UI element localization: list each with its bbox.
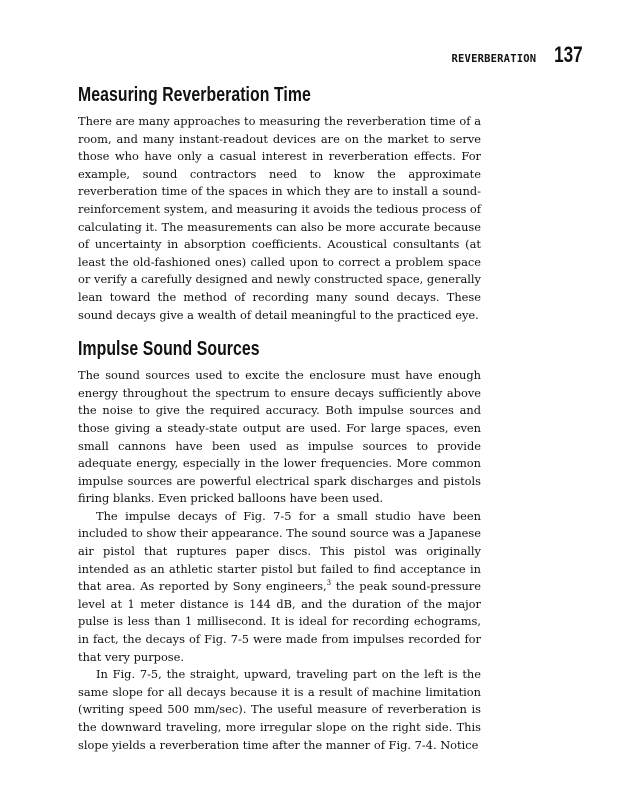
page-number: 137 xyxy=(554,42,583,67)
running-head xyxy=(452,42,584,68)
paragraph-impulse-decays xyxy=(78,508,481,666)
paragraph-measuring-intro: There are many approaches to measuring the reverberation time of a room, and many instant-readout devices are on the market to serve those who have only a casual interest in reverberation effects. For example, sound contractors need to know the approximate reverberation time of the spaces in which they are to install a sound-reinforcement system, and measuring it avoids the tedious process of calculating it. The measurements can also be more accurate because of uncertainty in absorption coefficients. Acoustical consultants (at least the old-fashioned ones) called upon to correct a problem space or verify a carefully designed and newly constructed space, generally lean toward the method of recording many sound decays. These sound decays give a wealth of detail meaningful to the practiced eye. xyxy=(78,114,481,322)
paragraph-impulse-sources: The sound sources used to excite the enclosure must have enough energy throughout the spectrum to ensure decays sufficiently above the noise to give the required accuracy. Both impulse sources and those giving a steady-state output are used. For large spaces, even small cannons have been used as impulse sources to provide adequate energy, especially in the lower frequencies. More common impulse sources are powerful electrical spark discharges and pistols firing blanks. Even pricked balloons have been used. xyxy=(78,368,481,506)
paragraph-impulse-decays-text-end: the peak sound-pressure level at 1 meter distance is 144 dB, and the duration of the major pulse is less than 1 millisecond. It is ideal for recording echograms, in fact, the decays of Fig. 7-5 were made from impulses recorded for that very purpose. xyxy=(78,579,481,664)
paragraph-figure-description: In Fig. 7-5, the straight, upward, traveling part on the left is the same slope for all decays because it is a result of machine limitation (writing speed 500 mm/sec). The useful measure of reverberation is the downward traveling, more irregular slope on the right side. This slope yields a reverberation time after the manner of Fig. 7-4. Notice xyxy=(78,667,481,752)
running-title: REVERBERATION xyxy=(451,53,537,65)
section-heading-impulse-sound-sources: Impulse Sound Sources xyxy=(78,338,260,361)
section-heading-measuring-reverberation-time: Measuring Reverberation Time xyxy=(78,84,311,106)
page-content xyxy=(78,84,481,754)
footnote-reference: 3 xyxy=(326,579,332,588)
paragraph-impulse-decays-text-start: The impulse decays of Fig. 7-5 for a small studio have been included to show their appearance. The sound source was a Japanese air pistol that ruptures paper discs. This pistol was originally intended as an athletic starter pistol but failed to find acceptance in that area. As reported by Sony engineers, xyxy=(78,508,481,594)
